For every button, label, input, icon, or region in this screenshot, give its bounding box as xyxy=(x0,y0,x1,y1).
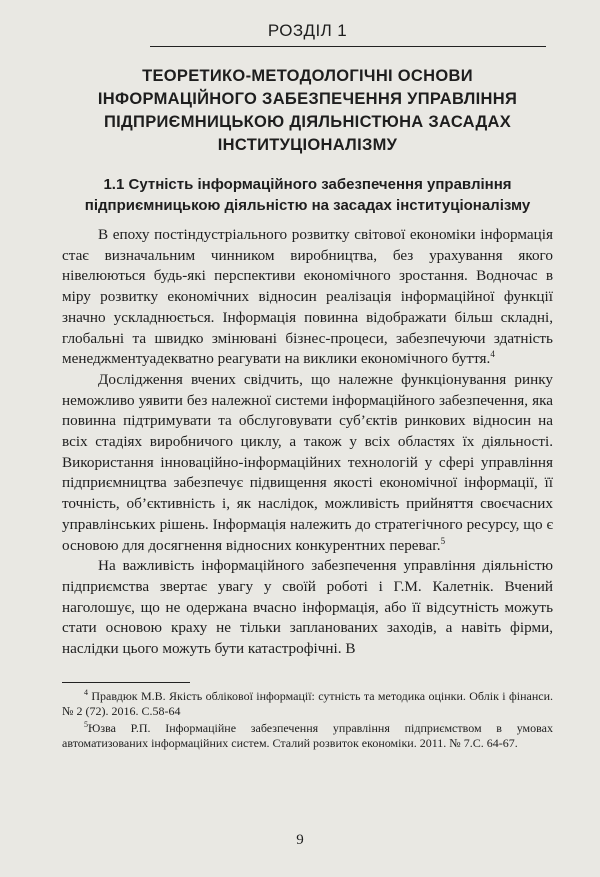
footnote-ref[interactable]: 5 xyxy=(440,535,446,546)
chapter-title-line: ПІДПРИЄМНИЦЬКОЮ ДІЯЛЬНІСТЮНА ЗАСАДАХ xyxy=(103,113,512,131)
paragraph-text: Дослідження вчених свідчить, що належне функціонування ринку неможливо уявити без належної системи інформаційного забезпечення, яка повинна підтримувати та обслуговувати суб’єктів ринкових відносин на всіх стадіях виробничого циклу, а також у всіх областях їх діяльності. Використання інноваційно-інформаційних технологій у сфері управління підприємництва забезпечує підвищення якості економічної інформації, її точність, об’єктивність і, як наслідок, можливість прийняття своєчасних управлінських рішень. Інформація належить до стратегічного ресурсу, що є основою для досягнення відносних конкурентних переваг. xyxy=(62,370,553,554)
footnote xyxy=(62,689,553,720)
paragraph-text: На важливість інформаційного забезпечення управління діяльністю підприємства звертає увагу у своїй роботі і Г.М. Калетнік. Вчений наголошує, що не одержана вчасно інформація, або її відсутність можуть стати основою краху не тільки запланованих заходів, а навіть фірми, наслідки цього можуть бути катастрофічні. В xyxy=(62,557,553,658)
footnote-text: Правдюк М.В. Якість облікової інформації: сутність та методика оцінки. Облік і фінанси. № 2 (72). 2016. С.58-64 xyxy=(62,688,554,719)
paragraph xyxy=(62,225,553,370)
footnote-number: 4 xyxy=(84,687,88,697)
subsection-title-line: підприємницькою діяльністю на засадах інституціоналізму xyxy=(84,197,531,214)
chapter-title-line: ІНФОРМАЦІЙНОГО ЗАБЕЗПЕЧЕННЯ УПРАВЛІННЯ xyxy=(97,90,518,108)
footnote-ref[interactable]: 4 xyxy=(490,349,495,360)
footnote-text: Юзва Р.П. Інформаційне забезпечення управління підприємством в умовах автоматизованих інформаційних систем. Сталий розвиток економіки. 2011. № 7.С. 64-67. xyxy=(62,720,553,751)
footnote xyxy=(62,721,553,752)
subsection-title-line: 1.1 Сутність інформаційного забезпечення управління xyxy=(103,176,512,193)
footnote-rule xyxy=(62,682,190,683)
subsection-title xyxy=(62,174,553,216)
paragraph xyxy=(62,370,553,556)
body-text xyxy=(62,225,553,660)
chapter-title xyxy=(62,65,553,157)
chapter-title-line: ІНСТИТУЦІОНАЛІЗМУ xyxy=(217,136,398,154)
paragraph xyxy=(62,556,553,660)
footnotes xyxy=(62,689,553,752)
chapter-title-line: ТЕОРЕТИКО-МЕТОДОЛОГІЧНІ ОСНОВИ xyxy=(142,67,473,85)
paragraph-text: В епоху постіндустріального розвитку світової економіки інформація стає визначальним чинником виробництва, без урахування якого нівелюються будь-які перспективи економічного зростання. Водночас в міру розвитку економічних відносин реалізація інформаційної функції значно ускладнюється. Інформація повинна відображати більш складні, глобальні та швидко змінювані бізнес-процеси, забезпечуючи здатність менеджментуадекватно реагувати на виклики економічного буття. xyxy=(62,226,553,368)
header-rule xyxy=(150,46,546,47)
section-label: РОЗДІЛ 1 xyxy=(267,21,348,40)
footnote-number: 5 xyxy=(84,719,88,729)
page-number: 9 xyxy=(296,832,304,848)
